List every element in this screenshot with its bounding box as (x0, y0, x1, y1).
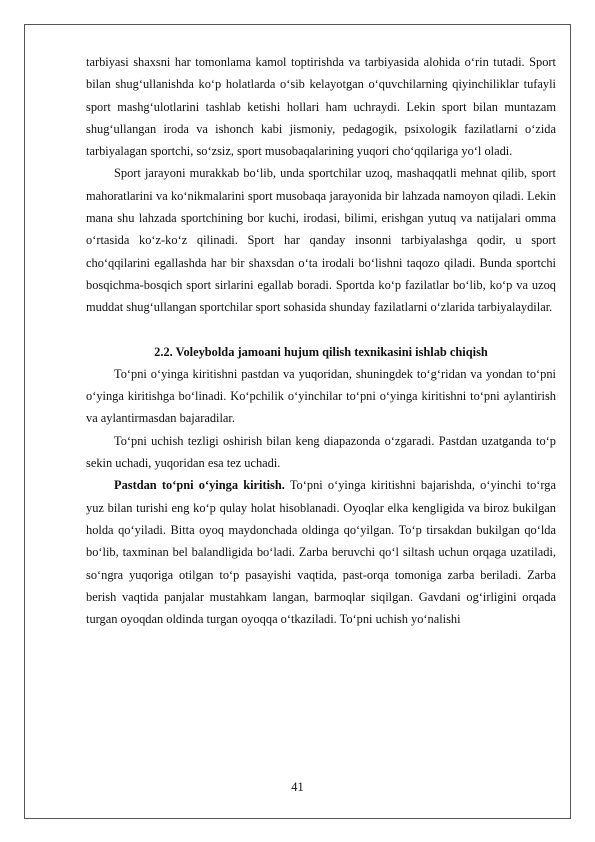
paragraph-1: tarbiyasi shaxsni har tomonlama kamol toptirishda va tarbiyasida alohida o‘rin tutadi. Sport bilan shug‘ullanishda ko‘p holatlarda o‘sib kelayotgan o‘quvchilarning qiyinchiliklar tufayli sport mashg‘ulotlarini tashlab ketishi hollari ham uchraydi. Lekin sport bilan muntazam shug‘ullangan iroda va ishonch kabi jismoniy, pedagogik, psixologik fazilatlarni o‘zida tarbiyalagan sportchi, so‘zsiz, sport musobaqalarining yuqori cho‘qqilariga yo‘l oladi. (86, 55, 556, 159)
paragraph-5 (86, 474, 556, 630)
paragraph-3: To‘pni o‘yinga kiritishni pastdan va yuqoridan, shuningdek to‘g‘ridan va yondan to‘pni o‘yinga kiritishga bo‘linadi. Ko‘pchilik o‘yinchilar to‘pni o‘yinga kiritishni to‘pni aylantirish va aylantirmasdan bajaradilar. (86, 366, 556, 426)
page-number: 41 (291, 780, 304, 794)
section-heading: 2.2. Voleybolda jamoani hujum qilish texnikasini ishlab chiqish (154, 344, 488, 359)
paragraph-5-lead: Pastdan to‘pni o‘yinga kiritish. (114, 478, 285, 493)
paragraph-5-text: To‘pni o‘yinga kiritishni bajarishda, o‘yinchi to‘rga yuz bilan turishi eng ko‘p qulay holat hisoblanadi. Oyoqlar elka kengligida va biroz bukilgan holda qo‘yiladi. Bitta oyoq maydonchada oldinga qo‘yilgan. To‘p tirsakdan bukilgan qo‘lda bo‘lib, taxminan bel balandligida bo‘ladi. Zarba beruvchi qo‘l siltash uchun orqaga uzatiladi, so‘ngra yuqoriga otilgan to‘p pasayishi vaqtida, past-orqa tomoniga zarba beriladi. Zarba berish vaqtida panjalar mustahkam langan, barmoqlar siqilgan. Gavdani og‘irligini orqada turgan oyoqdan oldinda turgan oyoqqa o‘tkaziladi. To‘pni uchish yo‘nalishi (86, 478, 556, 627)
document-body (86, 51, 556, 630)
paragraph-2: Sport jarayoni murakkab bo‘lib, unda sportchilar uzoq, mashaqqatli mehnat qilib, sport mahoratlarini va ko‘nikmalarini sport musobaqa jarayonida bir lahzada namoyon qiladi. Lekin mana shu lahzada sportchining bor kuchi, irodasi, bilimi, erishgan yutuq va natijalari omma o‘rtasida ko‘z-ko‘z qilinadi. Sport har qanday insonni tarbiyalashga qodir, u sport cho‘qqilarini egallashda har bir shaxsdan o‘ta irodali bo‘lishni taqozo qiladi. Bunda sportchi bosqichma-bosqich sport sirlarini egallab boradi. Sportda ko‘p fazilatlar bo‘lib, ko‘p va uzoq muddat shug‘ullangan sportchilar sport sohasida shunday fazilatlarni o‘zlarida tarbiyalaydilar. (86, 166, 556, 315)
paragraph-4: To‘pni uchish tezligi oshirish bilan keng diapazonda o‘zgaradi. Pastdan uzatganda to‘p sekin uchadi, yuqoridan esa tez uchadi. (86, 433, 556, 471)
